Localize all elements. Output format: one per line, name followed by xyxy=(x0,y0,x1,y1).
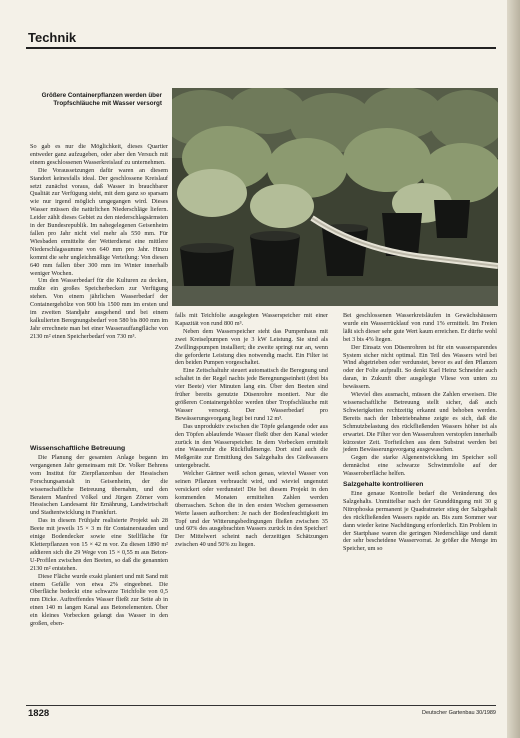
paragraph: Die Planung der gesamten Anlage begann im vergangenen Jahr gemeinsam mit Dr. Volker Behrens vom Institut für Zierpflanzenbau der Hessischen Forschungsanstalt in Geisenheim, der die wissenschaftliche Betreuung übernahm, und den Beratern Manfred Völkel und Jürgen Zörner vom Hessischen Landesamt für Ernährung, Landwirtschaft und Stadtentwicklung in Frankfurt. xyxy=(30,454,168,517)
paragraph: Wieviel dies ausmacht, müssen die Zahlen erweisen. Die wissenschaftliche Betreuung stellt sicher, daß auch Schwierigkeiten rechtzeitig erkannt und behoben werden. Bereits nach der Inbetriebnahme zeigte es sich, daß die Schmutzbelastung des rückfließenden Wassers höher ist als erwartet. Die Filter vor den Wasseruhren verstopfen innerhalb kürzester Zeit. Torfteilchen aus dem Substrat werden bei jedem Bewässerungsvorgang ausgewaschen. xyxy=(343,391,497,454)
page-fold-shadow xyxy=(507,0,520,738)
subheading-betreuung: Wissenschaftliche Betreuung xyxy=(30,445,126,452)
paragraph: Bei geschlossenen Wasserkreisläufen in Gewächshäusern wurde ein Wasserrücklauf von rund 1% ermittelt. Im Freien läßt sich dieser sehr gute Wert kaum erreichen. Er dürfte wohl bei 3 bis 4% liegen. xyxy=(343,312,497,343)
column-3 xyxy=(343,312,497,553)
paragraph: Um den Wasserbedarf für die Kulturen zu decken, mußte ein großes Speicherbecken zur Verfügung stehen. Von einem jährlichen Wasserbedarf der Containergehölze von 900 bis 1500 mm im ersten und im zweiten Standjahr ausgehend und bei einem kalkulierten Beregnungsbedarf von 580 bis 800 mm im Jahr errechnete man bei einer Wasserauffangfläche von 2130 m² einen Speicherbedarf von 730 m³. xyxy=(30,277,168,340)
paragraph: Die Voraussetzungen dafür waren an diesem Standort keinesfalls ideal. Der geschlossene Kreislauf setzt zunächst voraus, daß Wasser in brauchbarer Qualität zur Verfügung steht, mit dem ganz so sparsam wie nur irgend möglich umgegangen wird. Dieses Wasser müssen die natürlichen Niederschläge liefern. Leider zählt dieses Gebiet zu den niederschlagsärmsten in der Bundesrepublik. Im nahegelegenen Geisenheim fallen pro Jahr nicht viel mehr als 550 mm. Für Wiesbaden ermittelte der Wetterdienst eine mittlere Niederschlagssumme von 640 mm pro Jahr. Hinzu kommt die sehr ungleichmäßige Verteilung: Von diesen 640 mm fallen über 300 mm im Winter innerhalb weniger Wochen. xyxy=(30,166,168,277)
paragraph: Gegen die starke Algenentwicklung im Speicher soll demnächst eine schwarze Schwimmfolie auf der Wasseroberfläche helfen. xyxy=(343,454,497,478)
column-1-top xyxy=(30,143,168,341)
paragraph: Welcher Gärtner weiß schon genau, wieviel Wasser von seinen Pflanzen verbraucht wird, und wieviel ungenutzt versickert oder verdunstet! Die bei diesem Projekt in den kommenden Monaten ermittelten Zahlen werden überraschen. Schon die in den ersten Wochen gemessenen Werte lassen aufhorchen: Je nach der Bodenfeuchtigkeit im Topf und der Witterungsbedingungen fließen zwischen 35 und 60% des ausgebrachten Wassers zurück in den Speicher! Der Mittelwert scheint nach derzeitigen Schätzungen zwischen 40 und 50% zu liegen. xyxy=(175,470,328,549)
paragraph: falls mit Teichfolie ausgelegten Wasserspeicher mit einer Kapazität von rund 800 m³. xyxy=(175,312,328,327)
paragraph: Das in diesem Frühjahr realisierte Projekt sah 28 Beete mit jeweils 15 × 3 m für Containerstauden und einige Bodendecker sowie eine Stellfläche für Kletterpflanzen von 15 × 42 m vor. Zu diesen 1890 m² addieren sich die 29 Wege von 15 × 0,55 m aus Beton-U-Profilen zwischen den Beeten, so daß die genannten 2130 m² entstehen. xyxy=(30,517,168,572)
paragraph: Eine Zeitschaltuhr steuert automatisch die Beregnung und schaltet in der Regel nachts jede Beregnungseinheit (drei bis vier Beete) vier Minuten lang ein. Über den Beeten sind früher bereits genutzte Düsenrohre montiert. Nur die größeren Containergehölze werden über Tropfschläuche mit Wasser versorgt. Der Wasserbedarf pro Bewässerungsvorgang liegt bei rund 12 m³. xyxy=(175,367,328,422)
column-2 xyxy=(175,312,328,549)
page-number: 1828 xyxy=(28,708,50,719)
container-plants-photo xyxy=(172,88,498,306)
header-rule xyxy=(26,47,496,49)
paragraph: Neben dem Wasserspeicher steht das Pumpenhaus mit zwei Kreiselpumpen von je 3 kW Leistung. Sie sind als Zwillingspumpen installiert; die zweite springt nur an, wenn die geforderte Leistung dies notwendig macht. Ein Filter ist den beiden Pumpen vorgeschaltet. xyxy=(175,327,328,367)
paragraph: Diese Fläche wurde exakt planiert und mit Sand mit einem Gefälle von etwa 2% eingeebnet. Die Oberfläche bedeckt eine schwarze Teichfolie von 0,5 mm Dicke. Auftreffendes Wasser fließt zur Seite ab in einen 140 m langen Kanal aus Betonelementen. Über ein kleines Vorbecken gelangt das Wasser in den großen, eben- xyxy=(30,572,168,628)
paragraph: Der Einsatz von Düsenrohren ist für ein wassersparendes System sicher nicht optimal. Ein Teil des Wassers wird bei Wind abgetrieben oder verdunstet, bevor es auf den Pflanzen oder der Folie aufprallt. So denkt Karl Heinz Schneider auch daran, in Zukunft über ausgelegte Vliese von unten zu bewässern. xyxy=(343,343,497,391)
paragraph: Eine genaue Kontrolle bedarf die Veränderung des Salzgehalts. Unmittelbar nach der Grunddüngung mit 30 g Nitrophoska permanent je Quadratmeter stieg der Salzgehalt des rückfließenden Wassers rapide an. Bis zum Sommer war dann wieder keine Nachdüngung erforderlich. Ein Problem in der Startphase waren die geringen Niederschläge und damit der sehr bescheidene Wasservorrat. Je größer die Menge im Speicher, um so xyxy=(343,490,497,553)
paragraph: So gab es nur die Möglichkeit, dieses Quartier entweder ganz aufzugeben, oder aber den Versuch mit einem geschlossenen Wasserkreislauf zu unternehmen. xyxy=(30,143,168,166)
paragraph: Das unproduktiv zwischen die Töpfe gelangende oder aus den Töpfen ablaufende Wasser fließt über den Kanal wieder zurück in den Wasserspeicher. In dem Vorbecken ermittelt eine Wasseruhr die Rückflußmenge. Dort sind auch die Meßgeräte zur Ermittlung des Salzgehalts des Gießwassers untergebracht. xyxy=(175,422,328,470)
photo-illustration xyxy=(172,88,498,306)
column-1-bottom xyxy=(30,442,168,628)
journal-citation: Deutscher Gartenbau 30/1989 xyxy=(422,710,496,716)
subheading-salzgehalte: Salzgehalte kontrollieren xyxy=(343,481,424,489)
section-title: Technik xyxy=(28,30,77,45)
footer-rule xyxy=(26,705,496,706)
photo-caption: Größere Containerpflanzen werden über Tropfschläuche mit Wasser versorgt xyxy=(41,92,162,107)
